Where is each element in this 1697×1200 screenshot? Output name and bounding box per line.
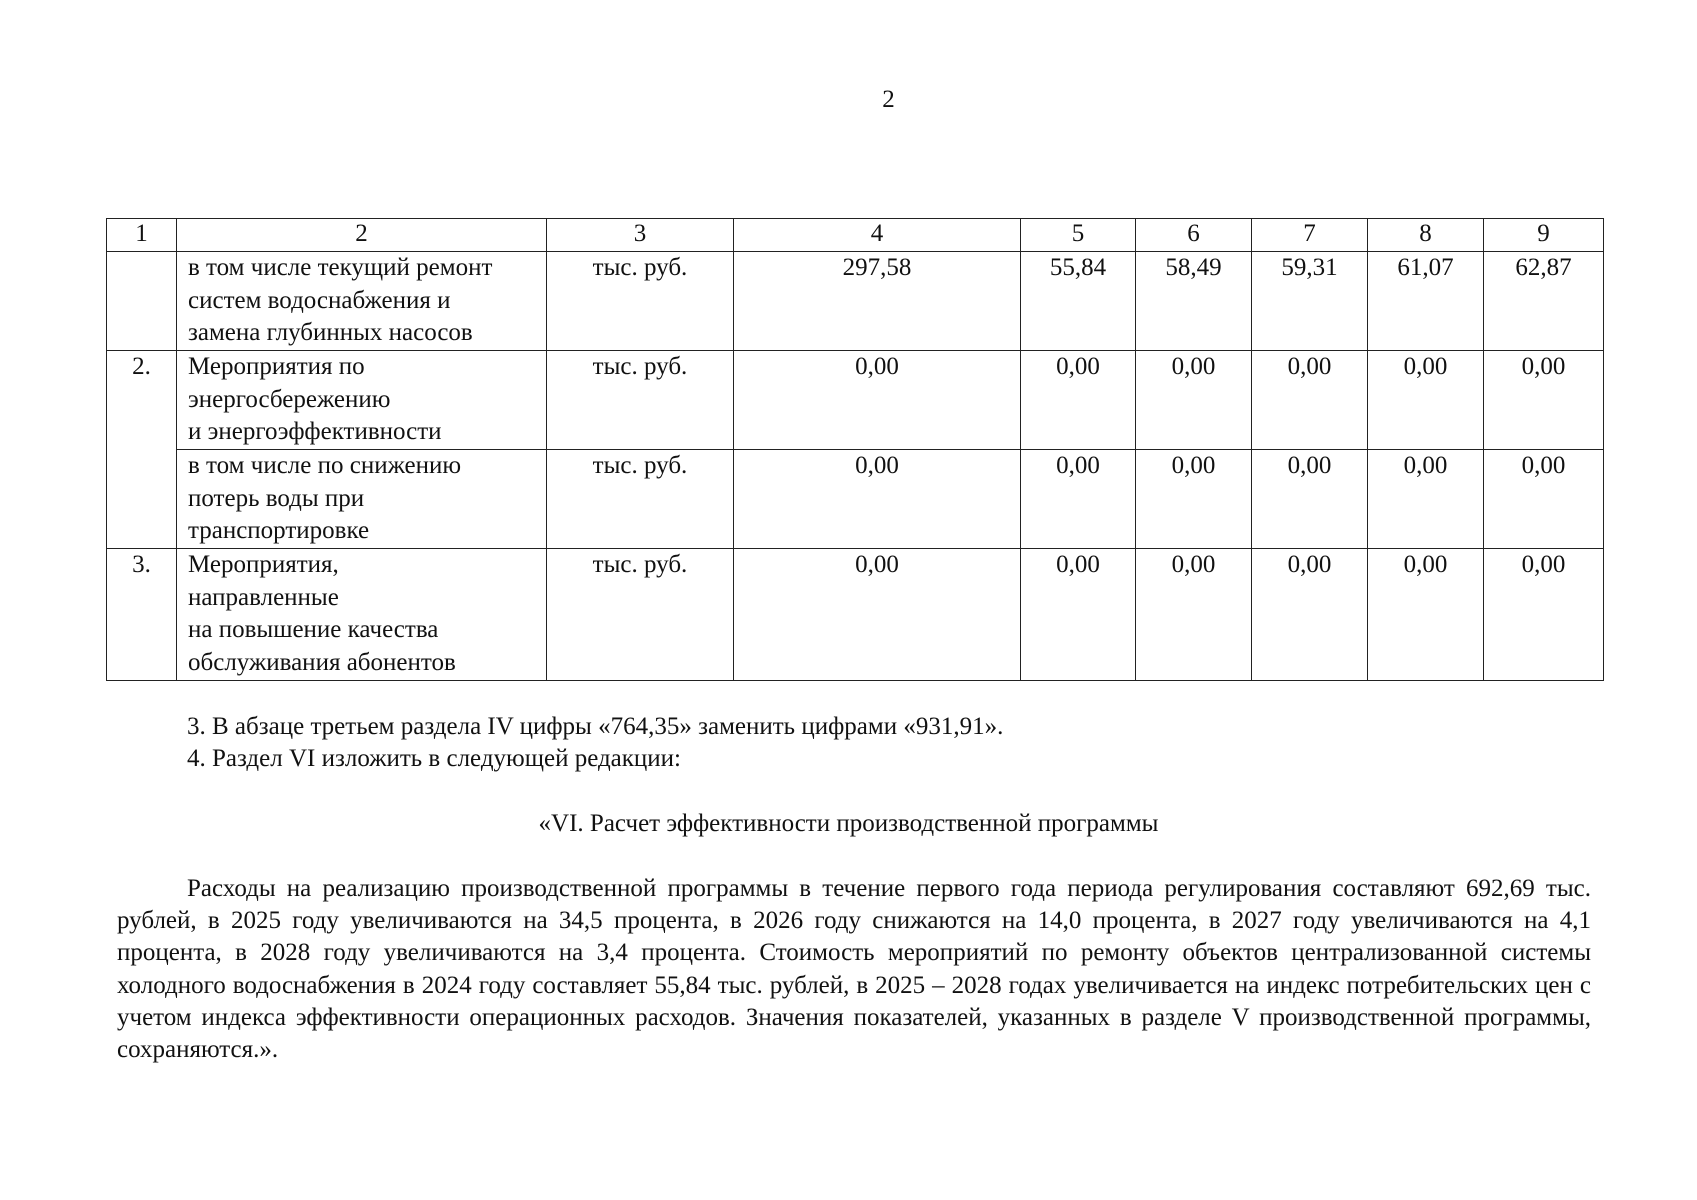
description-line: и энергоэффективности (188, 418, 442, 445)
row-unit-cell: тыс. руб. (547, 351, 734, 450)
description-line: в том числе по снижению (188, 452, 462, 479)
table-header-cell: 9 (1484, 219, 1604, 252)
row-value-cell: 0,00 (1252, 450, 1368, 549)
row-value-cell: 0,00 (1484, 450, 1604, 549)
description-line: систем водоснабжения и (188, 286, 451, 314)
row-value-cell: 0,00 (1136, 549, 1252, 681)
table-header-cell: 2 (177, 219, 547, 252)
table-header-cell: 8 (1368, 219, 1484, 252)
row-value-cell: 0,00 (1021, 351, 1136, 450)
section-body-paragraph: Расходы на реализацию производственной программы в течение первого года периода регулирования составляют 692,69 тыс. рублей, в 2025 году увеличиваются на 34,5 процента, в 2026 году снижаются на 14,0 процента, в 2027 году увеличиваются на 4,1 процента, в 2028 году увеличиваются на 3,4 процента. Стоимость мероприятий по ремонту объектов централизованной системы холодного водоснабжения в 2024 году составляет 55,84 тыс. рублей, в 2025 – 2028 годах увеличивается на индекс потребительских цен с учетом индекса эффективности операционных расходов. Значения показателей, указанных в разделе V производственной программы, сохраняются.». (117, 875, 1591, 1064)
row-number-cell: 3. (107, 549, 177, 681)
row-description-cell (177, 351, 547, 450)
section-heading: «VI. Расчет эффективности производственной программы (538, 810, 1159, 837)
row-value-cell: 0,00 (1484, 351, 1604, 450)
row-number-cell (107, 252, 177, 351)
row-value-cell: 0,00 (734, 549, 1021, 681)
table-header-cell: 7 (1252, 219, 1368, 252)
table-row (107, 549, 1604, 681)
description-line: энергосбережению (188, 385, 391, 413)
row-value-cell: 61,07 (1368, 252, 1484, 351)
table-header-cell: 5 (1021, 219, 1136, 252)
row-number-cell: 2. (107, 351, 177, 549)
table-header-cell: 1 (107, 219, 177, 252)
amendment-paragraph-4: 4. Раздел VI изложить в следующей редакции: (187, 745, 682, 772)
description-line: транспортировке (188, 517, 370, 544)
row-value-cell: 0,00 (1252, 549, 1368, 681)
description-line: замена глубинных насосов (188, 319, 473, 346)
table-row (107, 450, 1604, 549)
row-unit-cell: тыс. руб. (547, 450, 734, 549)
row-value-cell: 0,00 (1252, 351, 1368, 450)
description-line: Мероприятия по (188, 353, 365, 380)
row-value-cell: 0,00 (734, 450, 1021, 549)
row-unit-cell: тыс. руб. (547, 549, 734, 681)
row-unit-cell: тыс. руб. (547, 252, 734, 351)
description-line: обслуживания абонентов (188, 648, 456, 676)
row-value-cell: 0,00 (1484, 549, 1604, 681)
row-value-cell: 55,84 (1021, 252, 1136, 351)
row-value-cell: 59,31 (1252, 252, 1368, 351)
row-value-cell: 0,00 (1368, 549, 1484, 681)
amendment-paragraph-3: 3. В абзаце третьем раздела IV цифры «764,35» заменить цифрами «931,91». (187, 713, 1004, 740)
row-value-cell: 297,58 (734, 252, 1021, 351)
row-value-cell: 0,00 (1368, 450, 1484, 549)
description-line: потерь воды при (188, 484, 365, 512)
description-line: в том числе текущий ремонт (188, 254, 493, 281)
row-value-cell: 0,00 (1021, 549, 1136, 681)
row-description-cell (177, 549, 547, 681)
row-description-cell (177, 450, 547, 549)
description-line: на повышение качества (188, 616, 439, 643)
page-number: 2 (882, 86, 895, 113)
description-line: направленные (188, 583, 339, 611)
row-description-cell (177, 252, 547, 351)
row-value-cell: 0,00 (1368, 351, 1484, 450)
table-header-cell: 6 (1136, 219, 1252, 252)
row-value-cell: 0,00 (1021, 450, 1136, 549)
table-row (107, 351, 1604, 450)
table-header-cell: 4 (734, 219, 1021, 252)
table-header-row (107, 219, 1604, 252)
table-header-cell: 3 (547, 219, 734, 252)
row-value-cell: 62,87 (1484, 252, 1604, 351)
table-row (107, 252, 1604, 351)
program-table (106, 218, 1604, 681)
row-value-cell: 58,49 (1136, 252, 1252, 351)
row-value-cell: 0,00 (734, 351, 1021, 450)
description-line: Мероприятия, (188, 551, 339, 578)
row-value-cell: 0,00 (1136, 351, 1252, 450)
row-value-cell: 0,00 (1136, 450, 1252, 549)
